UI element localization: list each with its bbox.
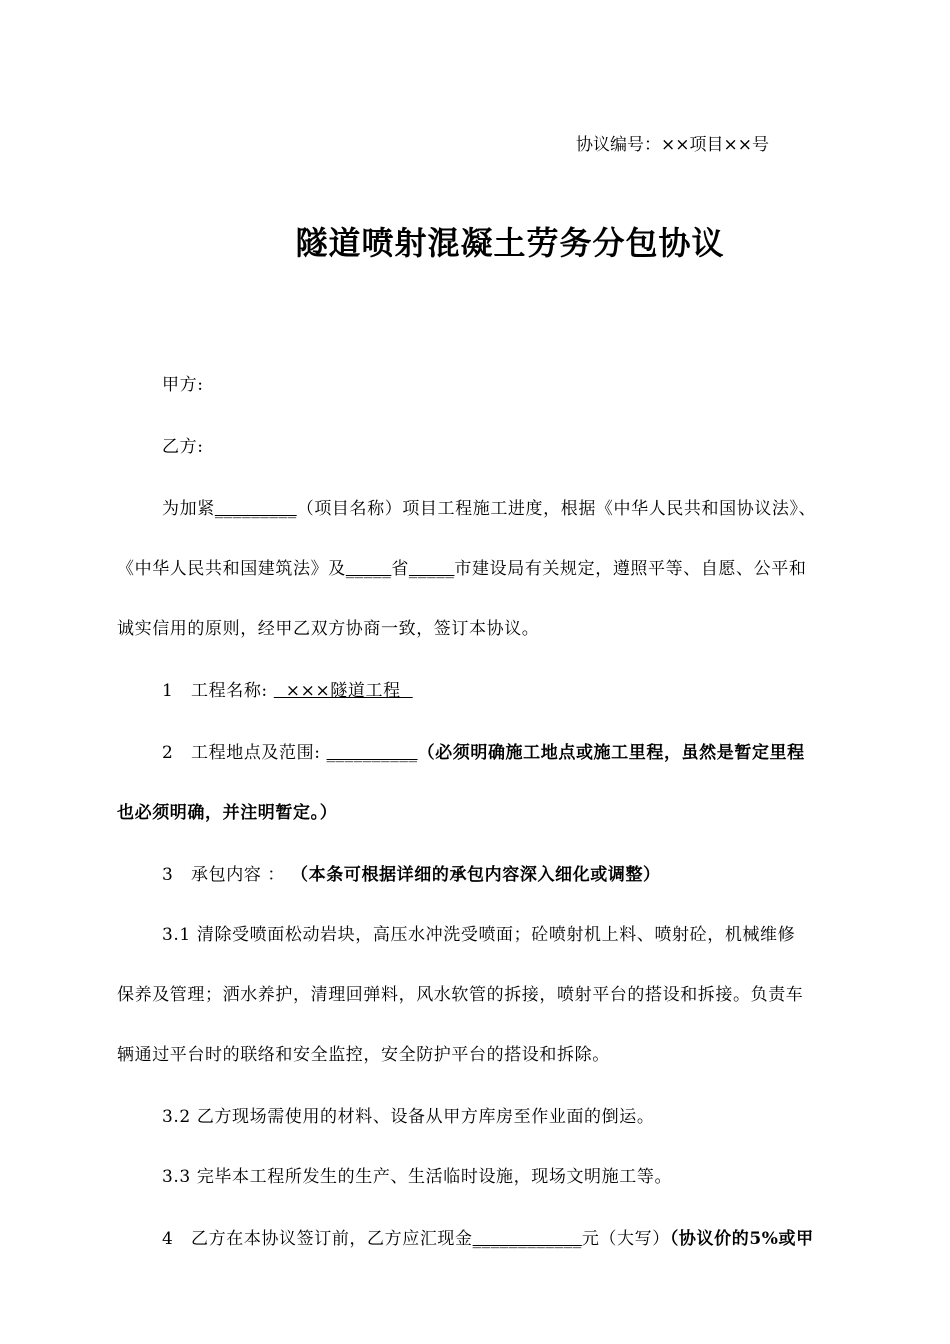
- clause-2-line-2: 也必须明确，并注明暂定。）: [117, 803, 338, 823]
- preamble-text: （项目名称）项目工程施工进度，根据《中华人民共和国协议法》、: [296, 499, 817, 519]
- clause-4-note: （协议价的5%或甲: [669, 1229, 814, 1249]
- party-b-line: 乙方:: [162, 437, 204, 457]
- preamble-line-2: [117, 554, 862, 579]
- clause-4-line-1: [162, 1224, 862, 1249]
- clause-3-1-line-1: 3.1 清除受喷面松动岩块，高压水冲洗受喷面；砼喷射机上料、喷射砼，机械维修: [162, 925, 796, 945]
- document-title: 隧道喷射混凝土劳务分包协议: [295, 224, 725, 262]
- project-name-value: ×××隧道工程: [273, 681, 413, 701]
- preamble-line-3: 诚实信用的原则，经甲乙双方协商一致，签订本协议。: [117, 619, 540, 639]
- party-a-line: 甲方:: [162, 375, 204, 395]
- clause-1: [162, 676, 907, 701]
- preamble-text: 省: [391, 559, 409, 579]
- clause-3-label: 3 承包内容 ：: [162, 865, 286, 885]
- preamble-line-1: [162, 494, 862, 519]
- city-blank: _____: [408, 559, 455, 579]
- clause-3-note: （本条可根据详细的承包内容深入细化或调整）: [291, 865, 661, 885]
- clause-4-text: 4 乙方在本协议签订前，乙方应汇现金: [162, 1229, 473, 1249]
- clause-2-line-1: [162, 738, 862, 763]
- project-name-blank: _________: [214, 499, 297, 519]
- preamble-text: 《中华人民共和国建筑法》及: [117, 559, 346, 579]
- amount-blank: ____________: [472, 1229, 582, 1249]
- preamble-text: 为加紧: [162, 499, 215, 519]
- clause-2-note: （必须明确施工地点或施工里程，虽然是暂定里程: [417, 743, 805, 763]
- clause-4-text: 元（大写）: [581, 1229, 670, 1249]
- clause-3-2: 3.2 乙方现场需使用的材料、设备从甲方库房至作业面的倒运。: [162, 1107, 655, 1127]
- clause-3-1-line-2: 保养及管理；洒水养护，清理回弹料，风水软管的拆接，喷射平台的搭设和拆接。负责车: [117, 985, 804, 1005]
- agreement-number: 协议编号：××项目××号: [576, 135, 769, 155]
- clause-1-label: 1 工程名称:: [162, 681, 268, 701]
- preamble-text: 市建设局有关规定，遵照平等、自愿、公平和: [454, 559, 807, 579]
- clause-2-label: 2 工程地点及范围:: [162, 743, 321, 763]
- province-blank: _____: [345, 559, 392, 579]
- clause-3: [162, 860, 907, 885]
- location-blank: __________: [326, 743, 418, 763]
- clause-3-3: 3.3 完毕本工程所发生的生产、生活临时设施，现场文明施工等。: [162, 1167, 673, 1187]
- clause-3-1-line-3: 辆通过平台时的联络和安全监控，安全防护平台的搭设和拆除。: [117, 1045, 610, 1065]
